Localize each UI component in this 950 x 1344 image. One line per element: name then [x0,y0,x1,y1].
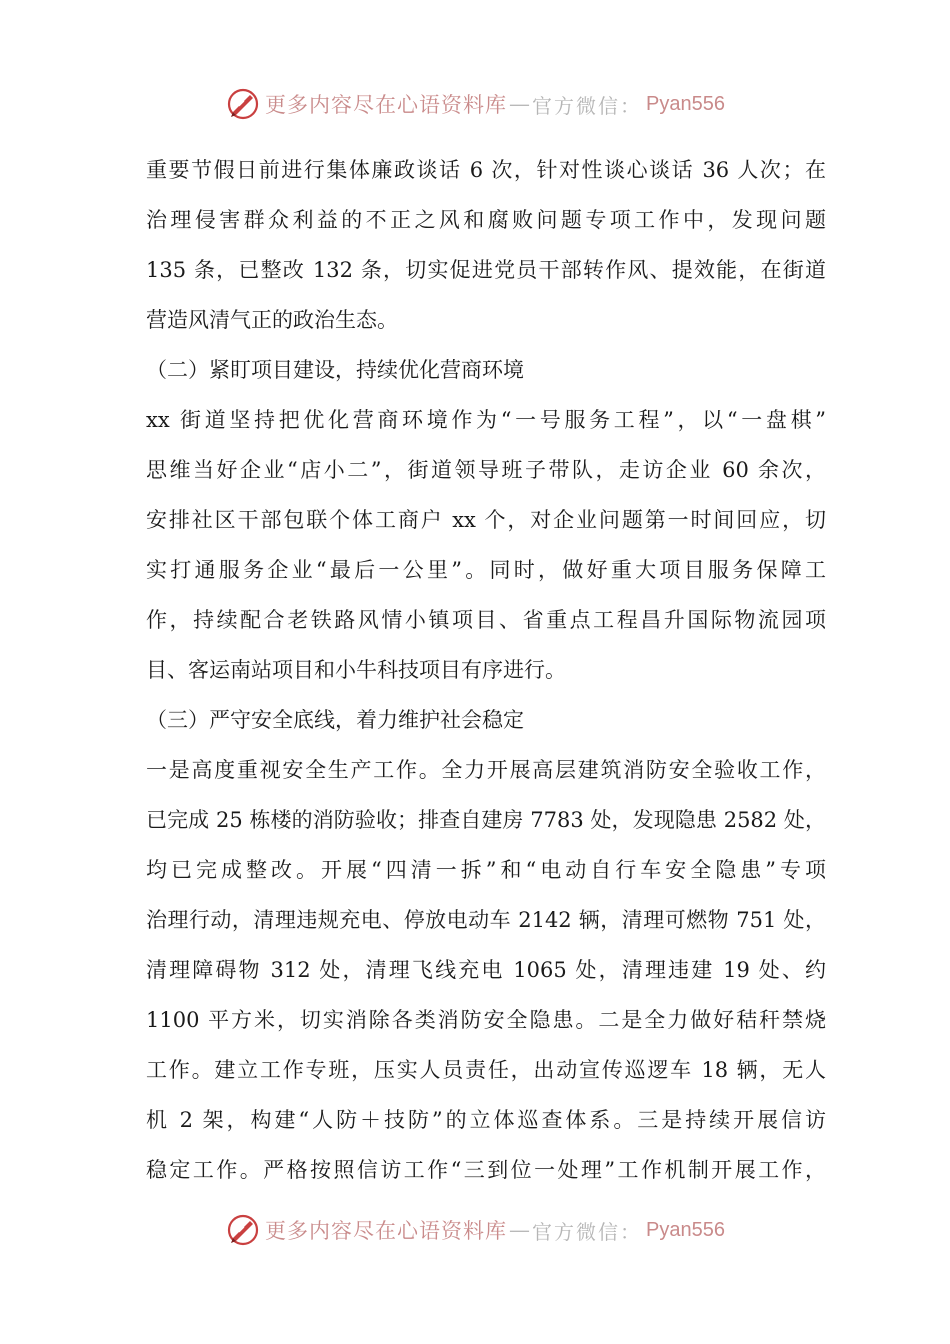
banner-wechat-id: Pyan556 [646,92,725,115]
document-body [146,145,826,1195]
text-line: 一是高度重视安全生产工作。全力开展高层建筑消防安全验收工作， [146,758,826,782]
text-line: 治理侵害群众利益的不正之风和腐败问题专项工作中，发现问题 [146,208,826,232]
footer-banner [0,1210,950,1250]
text-line: 已完成 25 栋楼的消防验收；排查自建房 7783 处，发现隐患 2582 处， [146,808,826,832]
banner-dash: — [509,92,531,116]
banner-wechat-label: 官方微信： [532,93,643,118]
text-line: 安排社区干部包联个体工商户 xx 个，对企业问题第一时间回应，切 [146,508,826,532]
text-line: 重要节假日前进行集体廉政谈话 6 次，针对性谈心谈话 36 人次；在 [146,158,826,182]
section-heading: （二）紧盯项目建设，持续优化营商环境 [146,358,524,382]
pen-logo-icon [225,1212,261,1248]
text-line: 目、客运南站项目和小牛科技项目有序进行。 [146,658,566,682]
text-line: 思维当好企业“店小二”，街道领导班子带队，走访企业 60 余次， [146,458,826,482]
text-line: 均已完成整改。开展“四清一拆”和“电动自行车安全隐患”专项 [146,858,826,882]
text-line: 1100 平方米，切实消除各类消防安全隐患。二是全力做好秸秆禁烧 [146,1008,826,1032]
text-line: 工作。建立工作专班，压实人员责任，出动宣传巡逻车 18 辆，无人 [146,1058,826,1082]
header-banner [0,84,950,124]
text-line: 稳定工作。严格按照信访工作“三到位一处理”工作机制开展工作， [146,1158,826,1182]
pen-logo-icon [225,86,261,122]
banner-text: 更多内容尽在心语资料库 [265,93,508,117]
text-line: 营造风清气正的政治生态。 [146,308,398,332]
text-line: xx 街道坚持把优化营商环境作为“一号服务工程”，以“一盘棋” [146,408,826,432]
text-line: 实打通服务企业“最后一公里”。同时，做好重大项目服务保障工 [146,558,826,582]
section-heading: （三）严守安全底线，着力维护社会稳定 [146,708,524,732]
text-line: 清理障碍物 312 处，清理飞线充电 1065 处，清理违建 19 处、约 [146,958,826,982]
text-line: 135 条，已整改 132 条，切实促进党员干部转作风、提效能，在街道 [146,258,826,282]
banner-wechat-label: 官方微信： [532,1219,643,1244]
text-line: 作，持续配合老铁路风情小镇项目、省重点工程昌升国际物流园项 [146,608,826,632]
banner-text: 更多内容尽在心语资料库 [265,1219,508,1243]
banner-dash: — [509,1218,531,1242]
banner-wechat-id: Pyan556 [646,1218,725,1241]
text-line: 治理行动，清理违规充电、停放电动车 2142 辆，清理可燃物 751 处， [146,908,826,932]
text-line: 机 2 架，构建“人防＋技防”的立体巡查体系。三是持续开展信访 [146,1108,826,1132]
